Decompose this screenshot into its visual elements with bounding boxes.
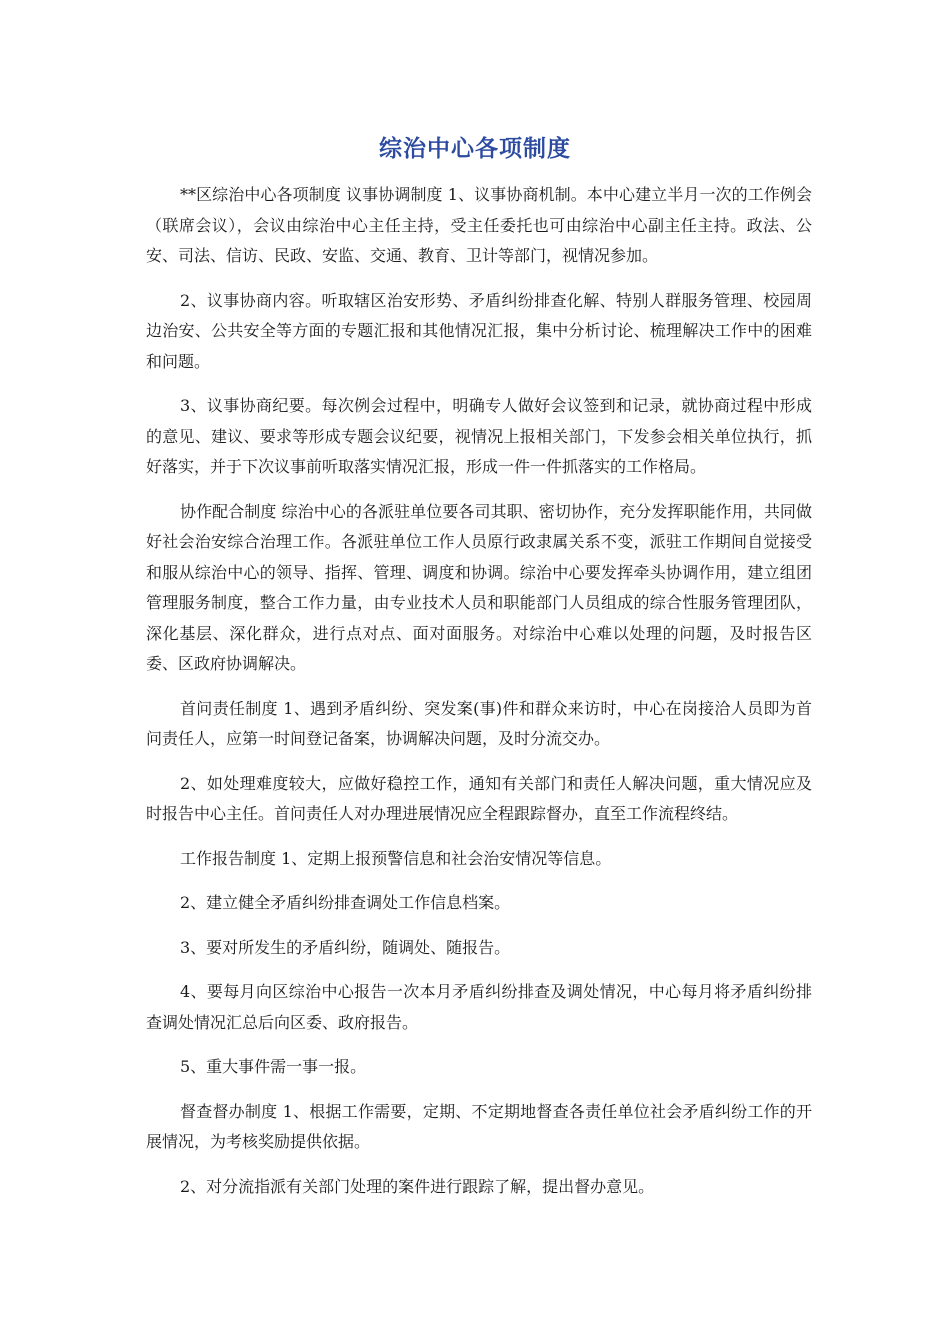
paragraph-7: 工作报告制度 1、定期上报预警信息和社会治安情况等信息。 (180, 848, 612, 868)
paragraph-10: 4、要每月向区综治中心报告一次本月矛盾纠纷排查及调处情况，中心每月将矛盾纠纷排查调处情况汇总后向区委、政府报告。 (146, 982, 812, 1032)
paragraph-9: 3、要对所发生的矛盾纠纷，随调处、随报告。 (180, 937, 511, 957)
paragraph-3: 3、议事协商纪要。每次例会过程中，明确专人做好会议签到和记录，就协商过程中形成的意见、建议、要求等形成专题会议纪要，视情况上报相关部门，下发参会相关单位执行，抓好落实，并于下次议事前听取落实情况汇报，形成一件一件抓落实的工作格局。 (146, 396, 812, 476)
paragraph-6: 2、如处理难度较大，应做好稳控工作，通知有关部门和责任人解决问题，重大情况应及时报告中心主任。首问责任人对办理进展情况应全程跟踪督办，直至工作流程终结。 (146, 773, 812, 823)
paragraph-1: **区综治中心各项制度 议事协调制度 1、议事协商机制。本中心建立半月一次的工作例会（联席会议），会议由综治中心主任主持，受主任委托也可由综治中心副主任主持。政法、公安、司法、信访、民政、安监、交通、教育、卫计等部门，视情况参加。 (146, 185, 812, 265)
paragraph-11: 5、重大事件需一事一报。 (180, 1057, 367, 1076)
page-title: 综治中心各项制度 (379, 136, 571, 162)
paragraph-12: 督查督办制度 1、根据工作需要，定期、不定期地督查各责任单位社会矛盾纠纷工作的开展情况，为考核奖励提供依据。 (146, 1101, 812, 1151)
paragraph-4: 协作配合制度 综治中心的各派驻单位要各司其职、密切协作，充分发挥职能作用，共同做好社会治安综合治理工作。各派驻单位工作人员原行政隶属关系不变，派驻工作期间自觉接受和服从综治中心的领导、指挥、管理、调度和协调。综治中心要发挥牵头协调作用，建立组团管理服务制度，整合工作力量，由专业技术人员和职能部门人员组成的综合性服务管理团队，深化基层、深化群众，进行点对点、面对面服务。对综治中心难以处理的问题，及时报告区委、区政府协调解决。 (146, 501, 812, 673)
paragraph-5: 首问责任制度 1、遇到矛盾纠纷、突发案(事)件和群众来访时，中心在岗接洽人员即为首问责任人，应第一时间登记备案，协调解决问题，及时分流交办。 (146, 698, 812, 748)
document-body (146, 180, 812, 1216)
paragraph-13: 2、对分流指派有关部门处理的案件进行跟踪了解，提出督办意见。 (180, 1176, 655, 1196)
paragraph-2: 2、议事协商内容。听取辖区治安形势、矛盾纠纷排查化解、特别人群服务管理、校园周边治安、公共安全等方面的专题汇报和其他情况汇报，集中分析讨论、梳理解决工作中的困难和问题。 (146, 290, 812, 371)
paragraph-8: 2、建立健全矛盾纠纷排查调处工作信息档案。 (180, 893, 511, 912)
